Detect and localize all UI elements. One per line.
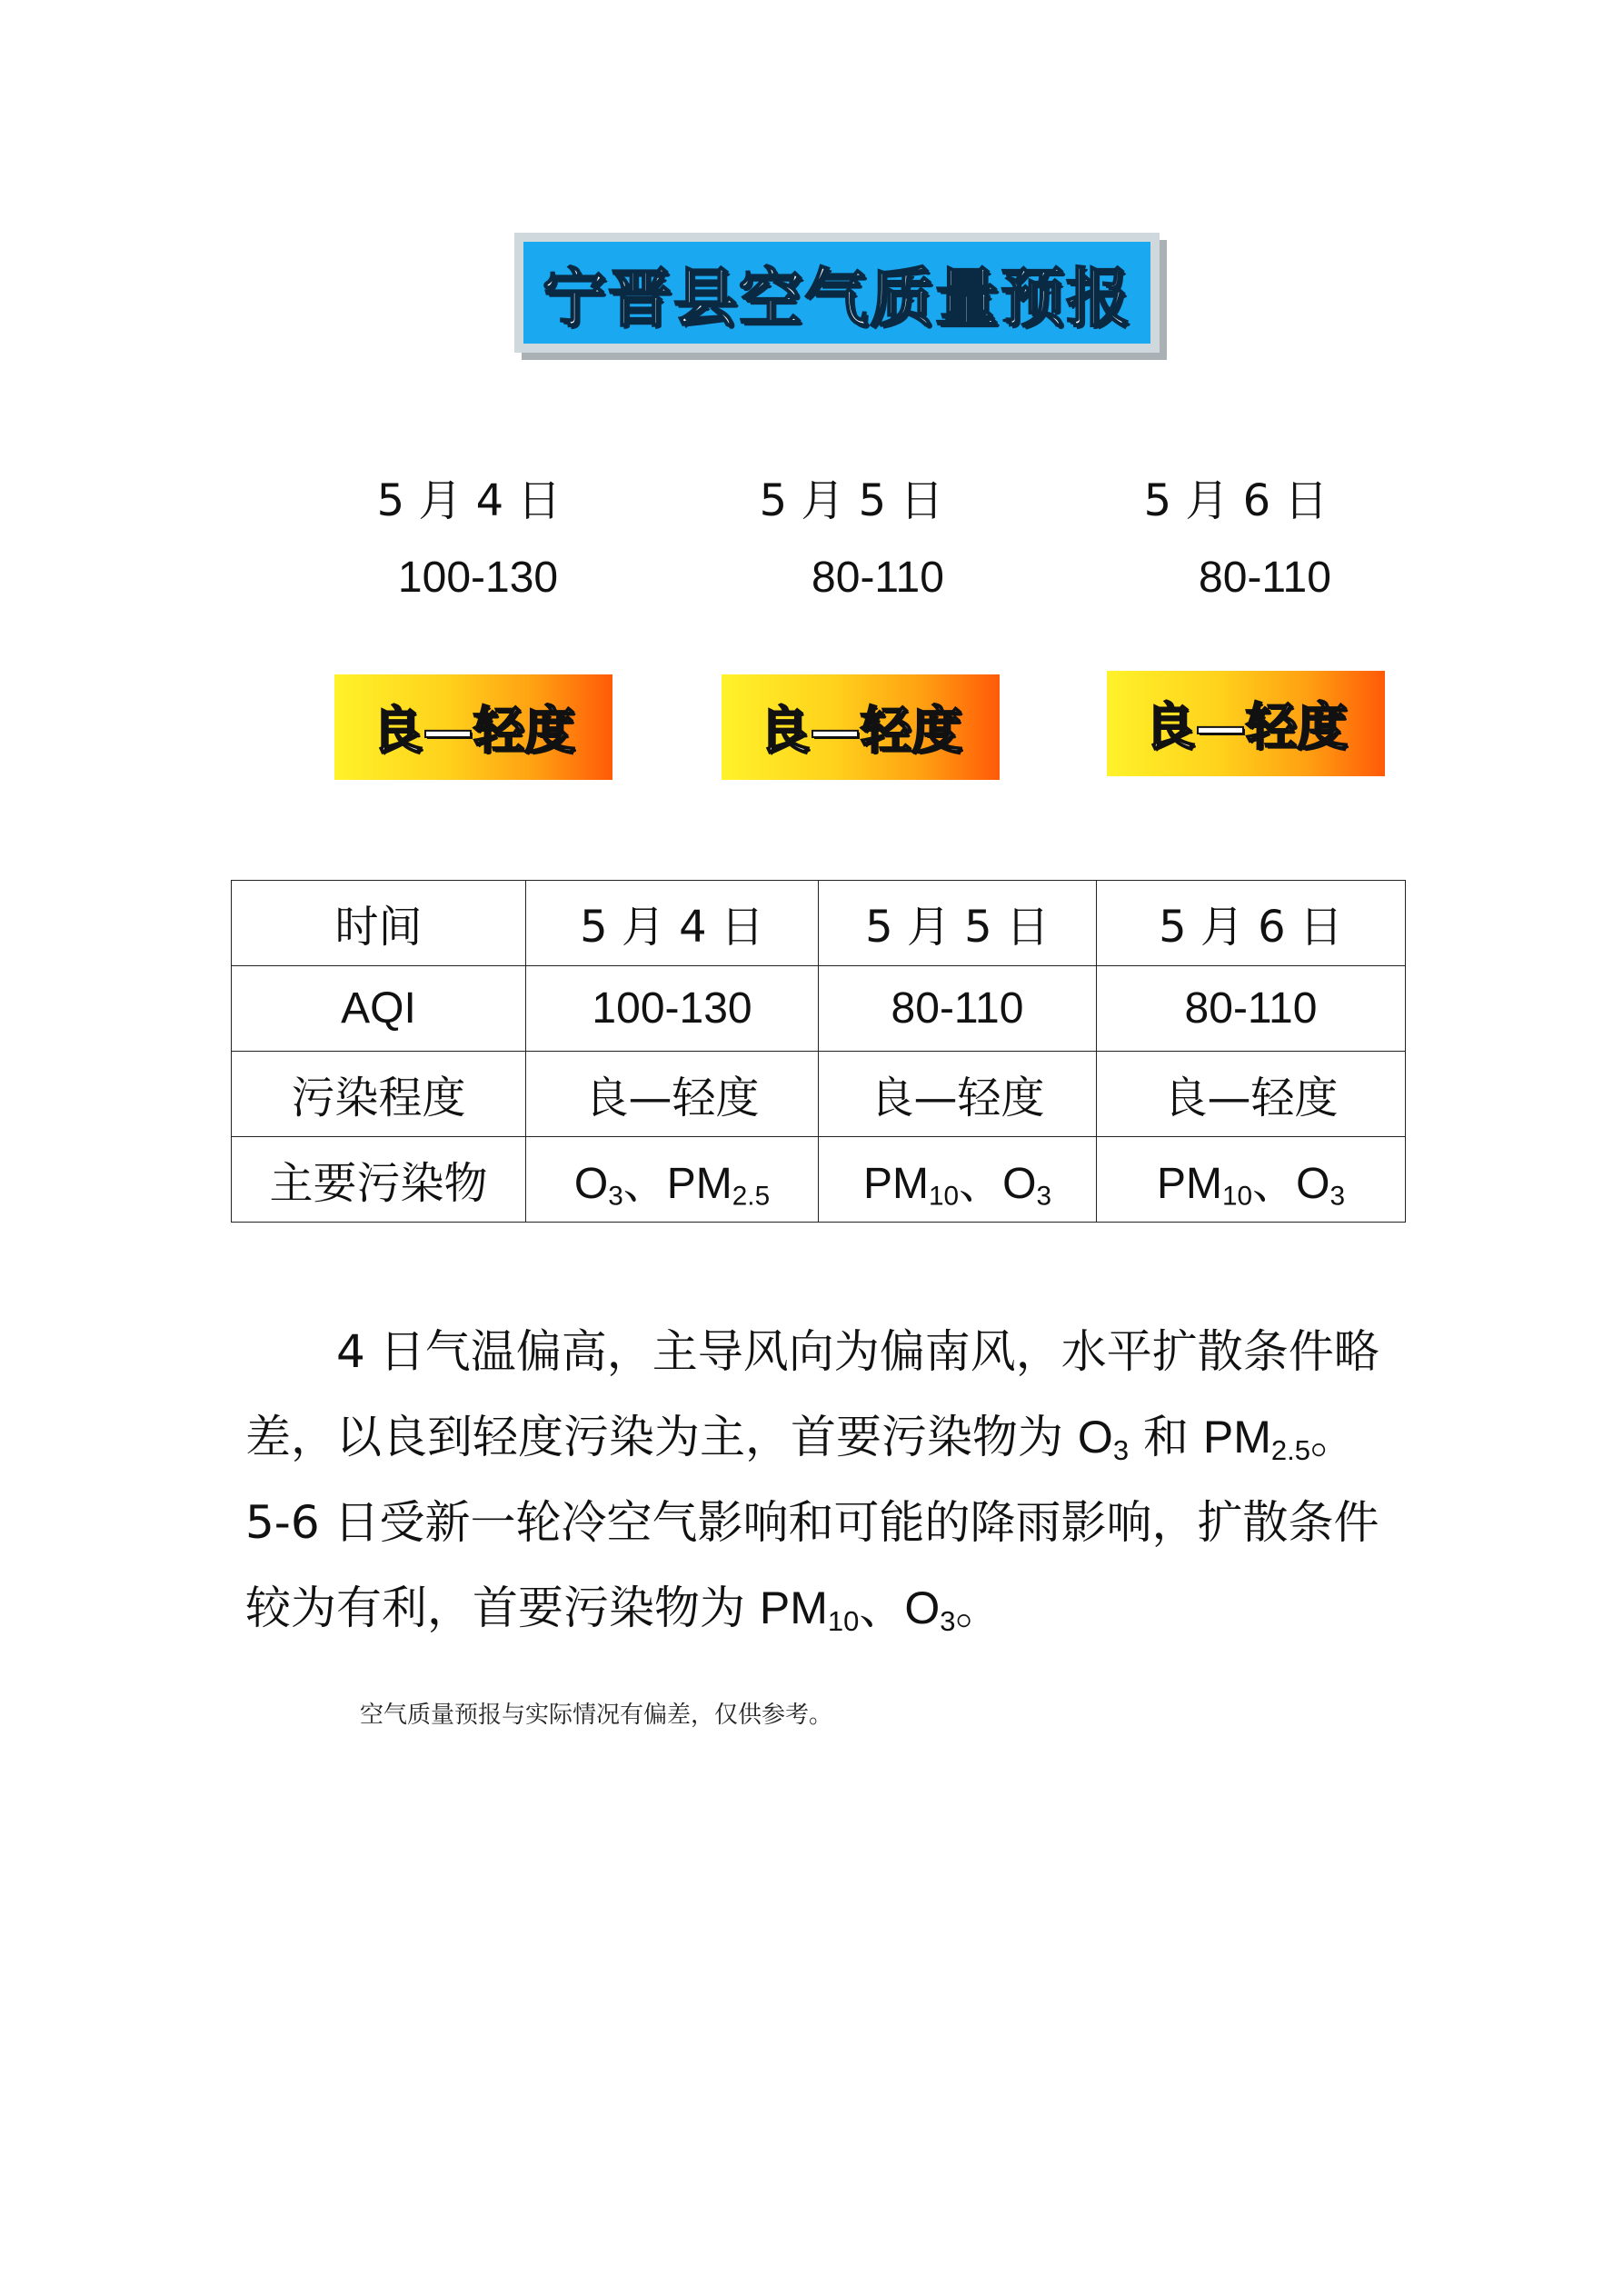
formula-subscript: 3 [608,1181,623,1212]
formula-text: PM [759,1582,828,1633]
formula-text: PM [863,1160,929,1208]
formula-subscript: 3 [940,1604,956,1637]
formula-text: O [573,1160,609,1208]
formula-text: O [904,1582,941,1633]
formula-subscript: 2.5 [732,1181,771,1212]
table-cell-aqi-label: AQI [232,966,526,1052]
page-title: 宁晋县空气质量预报 [543,260,1131,335]
forecast-date-day1: 5 月 4 日 [376,475,562,526]
title-box [523,242,1150,344]
formula-subscript: 3 [1036,1181,1051,1212]
table-cell-aqi-day1: 100-130 [526,966,819,1052]
table-cell-pollutant-day3: $PM_{10}$、$O_3$ [1097,1137,1406,1223]
forecast-level-day1: 良—轻度 [372,702,575,761]
table-header-day3: 5 月 6 日 [1097,881,1406,966]
formula-text: PM [1202,1412,1271,1462]
forecast-aqi-day2: 80-110 [812,554,944,602]
formula-subscript: 10 [929,1181,960,1212]
forecast-date-day2: 5 月 5 日 [759,475,944,526]
table-row-level [232,1052,1406,1137]
formula-text: PM [666,1160,732,1208]
formula-subscript: 2.5 [1270,1433,1310,1466]
air-quality-table [231,880,1406,1223]
table-cell-pollutant-day2: $PM_{10}$、$O_3$ [819,1137,1097,1223]
forecast-level-day3: 良—轻度 [1144,698,1348,757]
formula-subscript: 10 [1222,1181,1253,1212]
table-cell-pollutant-day1: $O_3$、$PM_{2.5}$ [526,1137,819,1223]
table-cell-level-label: 污染程度 [232,1052,526,1137]
forecast-level-day2: 良—轻度 [759,702,962,761]
table-cell-aqi-day2: 80-110 [819,966,1097,1052]
formula-subscript: 3 [1329,1181,1345,1212]
forecast-level-badge-day3 [1107,671,1385,776]
table-header-time: 时间 [232,881,526,966]
forecast-level-badge-day1 [334,674,612,780]
disclaimer-note: 空气质量预报与实际情况有偏差，仅供参考。 [360,1702,833,1729]
table-cell-level-day3: 良—轻度 [1097,1052,1406,1137]
formula-text: O [1002,1160,1037,1208]
table-cell-pollutant-label: 主要污染物 [232,1137,526,1223]
forecast-date-day3: 5 月 6 日 [1143,475,1329,526]
forecast-description: 4 日气温偏高，主导风向为偏南风，水平扩散条件略差，以良到轻度污染为主，首要污染物为 $O_3$ 和 $PM_{2.5}$。5-6 日受新一轮冷空气影响和可能的降雨影响，扩散条件较为有利，首要污染物为 $PM_{10}$、$O_3$。 [245,1325,1379,1637]
table-header-day2: 5 月 5 日 [819,881,1097,966]
formula-text: O [1296,1160,1330,1208]
table-row-header [232,881,1406,966]
table-row-aqi [232,966,1406,1052]
table-row-pollutants [232,1137,1406,1223]
table-cell-level-day1: 良—轻度 [526,1052,819,1137]
table-cell-level-day2: 良—轻度 [819,1052,1097,1137]
formula-text: PM [1157,1160,1222,1208]
forecast-aqi-day3: 80-110 [1199,554,1331,602]
table-header-day1: 5 月 4 日 [526,881,819,966]
formula-subscript: 10 [827,1604,860,1637]
forecast-aqi-day1: 100-130 [397,554,559,602]
table-cell-aqi-day3: 80-110 [1097,966,1406,1052]
formula-subscript: 3 [1112,1433,1130,1466]
formula-text: O [1077,1412,1113,1462]
forecast-level-badge-day2 [722,674,1000,780]
title-banner [514,233,1160,353]
